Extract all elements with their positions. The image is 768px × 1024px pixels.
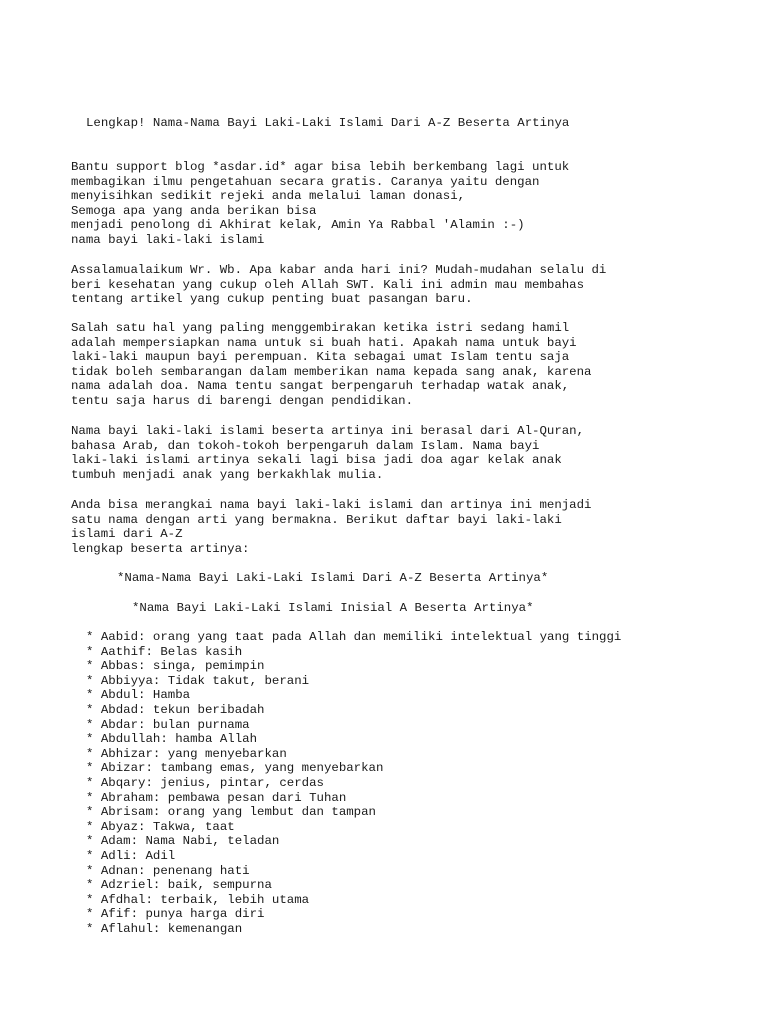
bullet-icon (86, 834, 101, 848)
bullet-icon (86, 922, 101, 936)
list-item (86, 630, 621, 645)
bullet-icon (86, 893, 101, 907)
list-item (86, 893, 621, 908)
list-item (86, 907, 621, 922)
bullet-icon (86, 747, 101, 761)
list-item-text: Afdhal: terbaik, lebih utama (100, 892, 310, 907)
list-item (86, 834, 621, 849)
list-item-text: Adzriel: baik, sempurna (100, 878, 272, 893)
list-item (86, 864, 621, 879)
list-item-text: Abhizar: yang menyebarkan (100, 746, 287, 761)
list-item (86, 805, 621, 820)
list-item (86, 703, 621, 718)
list-item-text: Abqary: jenius, pintar, cerdas (100, 775, 324, 790)
paragraph-greeting: Assalamualaikum Wr. Wb. Apa kabar anda hari ini? Mudah-mudahan selalu di beri kesehatan yang cukup oleh Allah SWT. Kali ini admin mau membahas tentang artikel yang cukup penting buat pasangan baru. (71, 263, 607, 307)
list-item-text: Aabid: orang yang taat pada Allah dan memiliki intelektual yang tinggi (100, 630, 622, 644)
list-item (86, 645, 621, 660)
list-item-text: Abbiyya: Tidak takut, berani (100, 673, 310, 688)
list-item (86, 922, 621, 937)
list-item-text: Adam: Nama Nabi, teladan (100, 834, 280, 849)
list-item (86, 718, 621, 733)
list-item (86, 820, 621, 835)
list-item-text: Abdar: bulan purnama (100, 717, 250, 732)
list-item-text: Abraham: pembawa pesan dari Tuhan (100, 790, 347, 805)
bullet-icon (86, 703, 101, 717)
paragraph-origin: Nama bayi laki-laki islami beserta artinya ini berasal dari Al-Quran, bahasa Arab, dan tokoh-tokoh berpengaruh dalam Islam. Nama bayi laki-laki islami artinya sekali lagi bisa jadi doa agar kelak anak tumbuh menjadi anak yang berkakhlak mulia. (71, 424, 585, 482)
bullet-icon (86, 791, 101, 805)
list-item (86, 761, 621, 776)
bullet-icon (86, 820, 101, 834)
list-item (86, 849, 621, 864)
bullet-icon (86, 645, 101, 659)
list-item (86, 776, 621, 791)
list-item (86, 747, 621, 762)
list-item-text: Abbas: singa, pemimpin (100, 659, 265, 674)
list-item (86, 878, 621, 893)
paragraph-naming: Salah satu hal yang paling menggembirakan ketika istri sedang hamil adalah mempersiapkan nama untuk si buah hati. Apakah nama untuk bayi laki-laki maupun bayi perempuan. Kita sebagai umat Islam tentu saja tidak boleh sembarangan dalam memberikan nama kepada sang anak, karena nama adalah doa. Nama tentu sangat berpengaruh terhadap watak anak, tentu saja harus di barengi dengan pendidikan. (71, 321, 592, 408)
paragraph-intro-list: Anda bisa merangkai nama bayi laki-laki islami dan artinya ini menjadi satu nama dengan arti yang bermakna. Berikut daftar bayi laki-laki islami dari A-Z lengkap beserta artinya: (71, 498, 592, 556)
list-item (86, 688, 621, 703)
name-list (86, 630, 621, 936)
list-item (86, 732, 621, 747)
bullet-icon (86, 864, 101, 878)
bullet-icon (86, 718, 101, 732)
list-item-text: Adnan: penenang hati (100, 863, 250, 878)
list-item-text: Adli: Adil (100, 848, 176, 863)
list-item-text: Abizar: tambang emas, yang menyebarkan (100, 761, 384, 776)
bullet-icon (86, 776, 101, 790)
list-item-text: Abdad: tekun beribadah (100, 702, 265, 717)
list-item (86, 791, 621, 806)
list-item-text: Afif: punya harga diri (100, 907, 265, 922)
bullet-icon (86, 630, 101, 644)
paragraph-donation: Bantu support blog *asdar.id* agar bisa lebih berkembang lagi untuk membagikan ilmu pengetahuan secara gratis. Caranya yaitu dengan menyisihkan sedikit rejeki anda melalui laman donasi, Semoga apa yang anda berikan bisa menjadi penolong di Akhirat kelak, Amin Ya Rabbal 'Alamin :-) nama bayi laki-laki islami (71, 160, 570, 247)
list-item-text: Abrisam: orang yang lembut dan tampan (100, 805, 376, 820)
list-item-text: Abdul: Hamba (100, 688, 191, 703)
list-item-text: Aflahul: kemenangan (100, 921, 243, 936)
bullet-icon (86, 688, 101, 702)
bullet-icon (86, 761, 101, 775)
section-heading: *Nama-Nama Bayi Laki-Laki Islami Dari A-Z Beserta Artinya* (117, 571, 549, 585)
document-title: Lengkap! Nama-Nama Bayi Laki-Laki Islami Dari A-Z Beserta Artinya (86, 116, 570, 130)
list-item-text: Abdullah: hamba Allah (100, 732, 258, 747)
bullet-icon (86, 878, 101, 892)
subsection-heading: *Nama Bayi Laki-Laki Islami Inisial A Beserta Artinya* (132, 601, 534, 615)
bullet-icon (86, 849, 101, 863)
list-item-text: Abyaz: Takwa, taat (100, 819, 235, 834)
list-item-text: Aathif: Belas kasih (100, 644, 243, 659)
list-item (86, 659, 621, 674)
bullet-icon (86, 732, 101, 746)
bullet-icon (86, 674, 101, 688)
bullet-icon (86, 659, 101, 673)
bullet-icon (86, 907, 101, 921)
bullet-icon (86, 805, 101, 819)
list-item (86, 674, 621, 689)
